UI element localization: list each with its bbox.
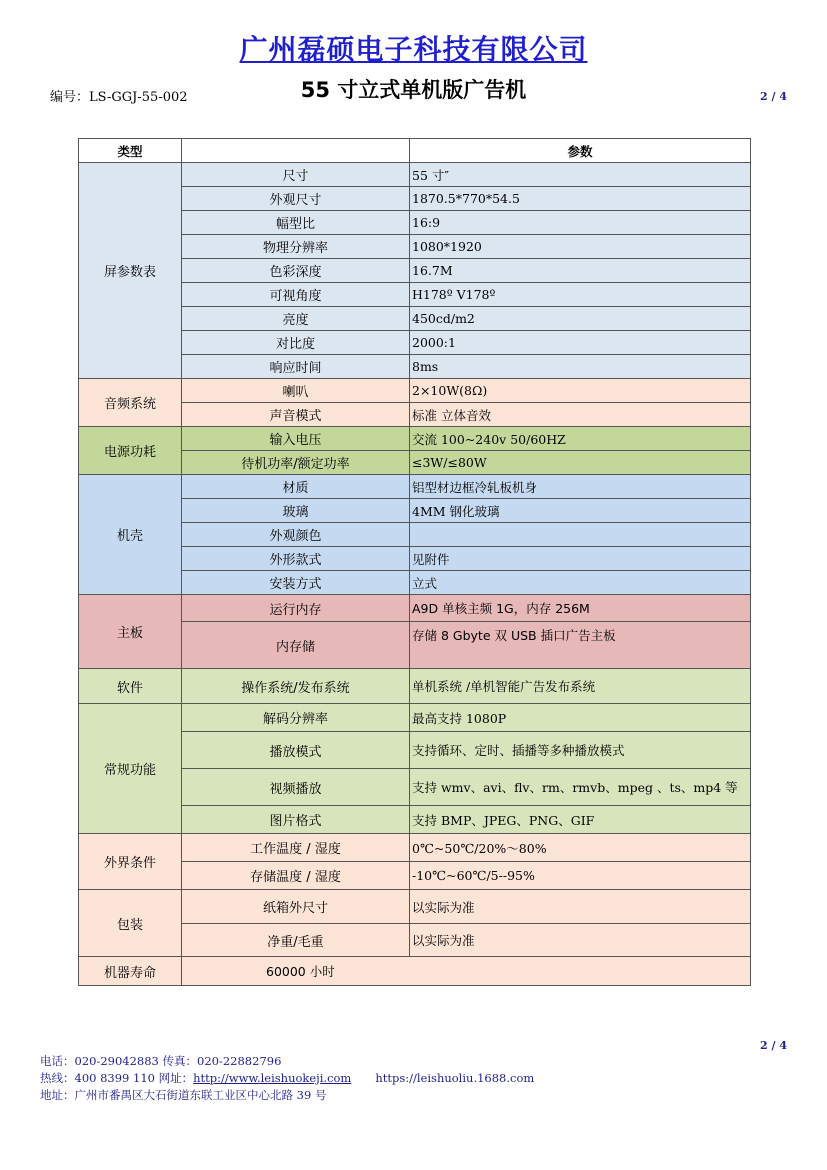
footer-hotline-web (40, 1070, 534, 1087)
param-value: 2000:1 (410, 331, 751, 355)
table-row (79, 890, 751, 924)
param-key: 物理分辨率 (182, 235, 410, 259)
param-value: 1080*1920 (410, 235, 751, 259)
param-key: 玻璃 (182, 499, 410, 523)
param-key: 外观颜色 (182, 523, 410, 547)
param-key: 亮度 (182, 307, 410, 331)
company-name: 广州磊硕电子科技有限公司 (239, 33, 588, 66)
param-key: 视频播放 (182, 769, 410, 806)
category-screen: 屏参数表 (79, 163, 182, 379)
footer-contact (40, 1053, 534, 1104)
param-key: 外观尺寸 (182, 187, 410, 211)
col-params-header: 参数 (410, 139, 751, 163)
param-value: 最高支持 1080P (410, 704, 751, 732)
page-title: 55 寸立式单机版广告机 (300, 78, 527, 102)
category-power: 电源功耗 (79, 427, 182, 475)
param-key: 可视角度 (182, 283, 410, 307)
param-key: 存储温度 / 湿度 (182, 862, 410, 890)
param-value: H178º V178º (410, 283, 751, 307)
table-row (79, 379, 751, 403)
param-key: 操作系统/发布系统 (182, 669, 410, 704)
lifetime-value: 60000 小时 (182, 957, 751, 986)
table-row (79, 475, 751, 499)
category-audio: 音频系统 (79, 379, 182, 427)
param-key: 内存储 (182, 622, 410, 669)
param-key: 声音模式 (182, 403, 410, 427)
category-lifetime: 机器寿命 (79, 957, 182, 986)
param-value: 2×10W(8Ω) (410, 379, 751, 403)
param-key: 对比度 (182, 331, 410, 355)
param-value (410, 523, 751, 547)
param-key: 尺寸 (182, 163, 410, 187)
param-key: 响应时间 (182, 355, 410, 379)
param-key: 净重/毛重 (182, 924, 410, 957)
table-header-row (79, 139, 751, 163)
footer-address: 地址：广州市番禺区大石街道东联工业区中心北路 39 号 (40, 1088, 327, 1102)
param-value: 以实际为准 (410, 924, 751, 957)
param-key: 播放模式 (182, 732, 410, 769)
param-value: -10℃~60℃/5--95% (410, 862, 751, 890)
table-row (79, 957, 751, 986)
param-key: 材质 (182, 475, 410, 499)
param-key: 纸箱外尺寸 (182, 890, 410, 924)
param-key: 解码分辨率 (182, 704, 410, 732)
param-value: A9D 单核主频 1G，内存 256M (410, 595, 751, 622)
footer-hotline: 热线：400 8399 110 网址： (40, 1071, 194, 1085)
param-key: 色彩深度 (182, 259, 410, 283)
param-value: 交流 100~240v 50/60HZ (410, 427, 751, 451)
document-number: 编号：LS-GGJ-55-002 (50, 90, 188, 105)
spec-table (78, 138, 751, 986)
page-number-top: 2 / 4 (760, 90, 787, 103)
param-value: 8ms (410, 355, 751, 379)
param-value: 450cd/m2 (410, 307, 751, 331)
table-row (79, 427, 751, 451)
param-key: 运行内存 (182, 595, 410, 622)
param-key: 输入电压 (182, 427, 410, 451)
param-value: 标准 立体音效 (410, 403, 751, 427)
param-key: 喇叭 (182, 379, 410, 403)
store-link[interactable]: https://leishuoliu.1688.com (375, 1071, 535, 1085)
category-casing: 机壳 (79, 475, 182, 595)
param-value: 立式 (410, 571, 751, 595)
website-link[interactable]: http://www.leishuokeji.com (193, 1071, 352, 1085)
category-functions: 常规功能 (79, 704, 182, 834)
param-value: 存储 8 Gbyte 双 USB 插口广告主板 (410, 622, 751, 669)
param-value: 支持循环、定时、插播等多种播放模式 (410, 732, 751, 769)
param-value: ≤3W/≤80W (410, 451, 751, 475)
table-row (79, 704, 751, 732)
param-value: 铝型材边框冷轧板机身 (410, 475, 751, 499)
param-value: 支持 BMP、JPEG、PNG、GIF (410, 806, 751, 834)
param-value: 单机系统 /单机智能广告发布系统 (410, 669, 751, 704)
table-row (79, 669, 751, 704)
table-row (79, 834, 751, 862)
param-value: 16.7M (410, 259, 751, 283)
table-row (79, 595, 751, 622)
category-mainboard: 主板 (79, 595, 182, 669)
param-value: 4MM 钢化玻璃 (410, 499, 751, 523)
footer-phone-fax: 电话：020-29042883 传真：020-22882796 (40, 1054, 282, 1068)
category-environment: 外界条件 (79, 834, 182, 890)
param-value: 支持 wmv、avi、flv、rm、rmvb、mpeg 、ts、mp4 等 (410, 769, 751, 806)
param-value: 55 寸″ (410, 163, 751, 187)
param-value: 0℃~50℃/20%～80% (410, 834, 751, 862)
param-key: 安装方式 (182, 571, 410, 595)
param-key: 外形款式 (182, 547, 410, 571)
param-value: 1870.5*770*54.5 (410, 187, 751, 211)
table-row (79, 163, 751, 187)
col-type-header: 类型 (79, 139, 182, 163)
category-packaging: 包装 (79, 890, 182, 957)
param-key: 工作温度 / 湿度 (182, 834, 410, 862)
param-key: 图片格式 (182, 806, 410, 834)
param-value: 见附件 (410, 547, 751, 571)
param-value: 以实际为准 (410, 890, 751, 924)
param-key: 幅型比 (182, 211, 410, 235)
param-value: 16:9 (410, 211, 751, 235)
page-number-bottom: 2 / 4 (760, 1039, 787, 1052)
category-software: 软件 (79, 669, 182, 704)
param-key: 待机功率/额定功率 (182, 451, 410, 475)
